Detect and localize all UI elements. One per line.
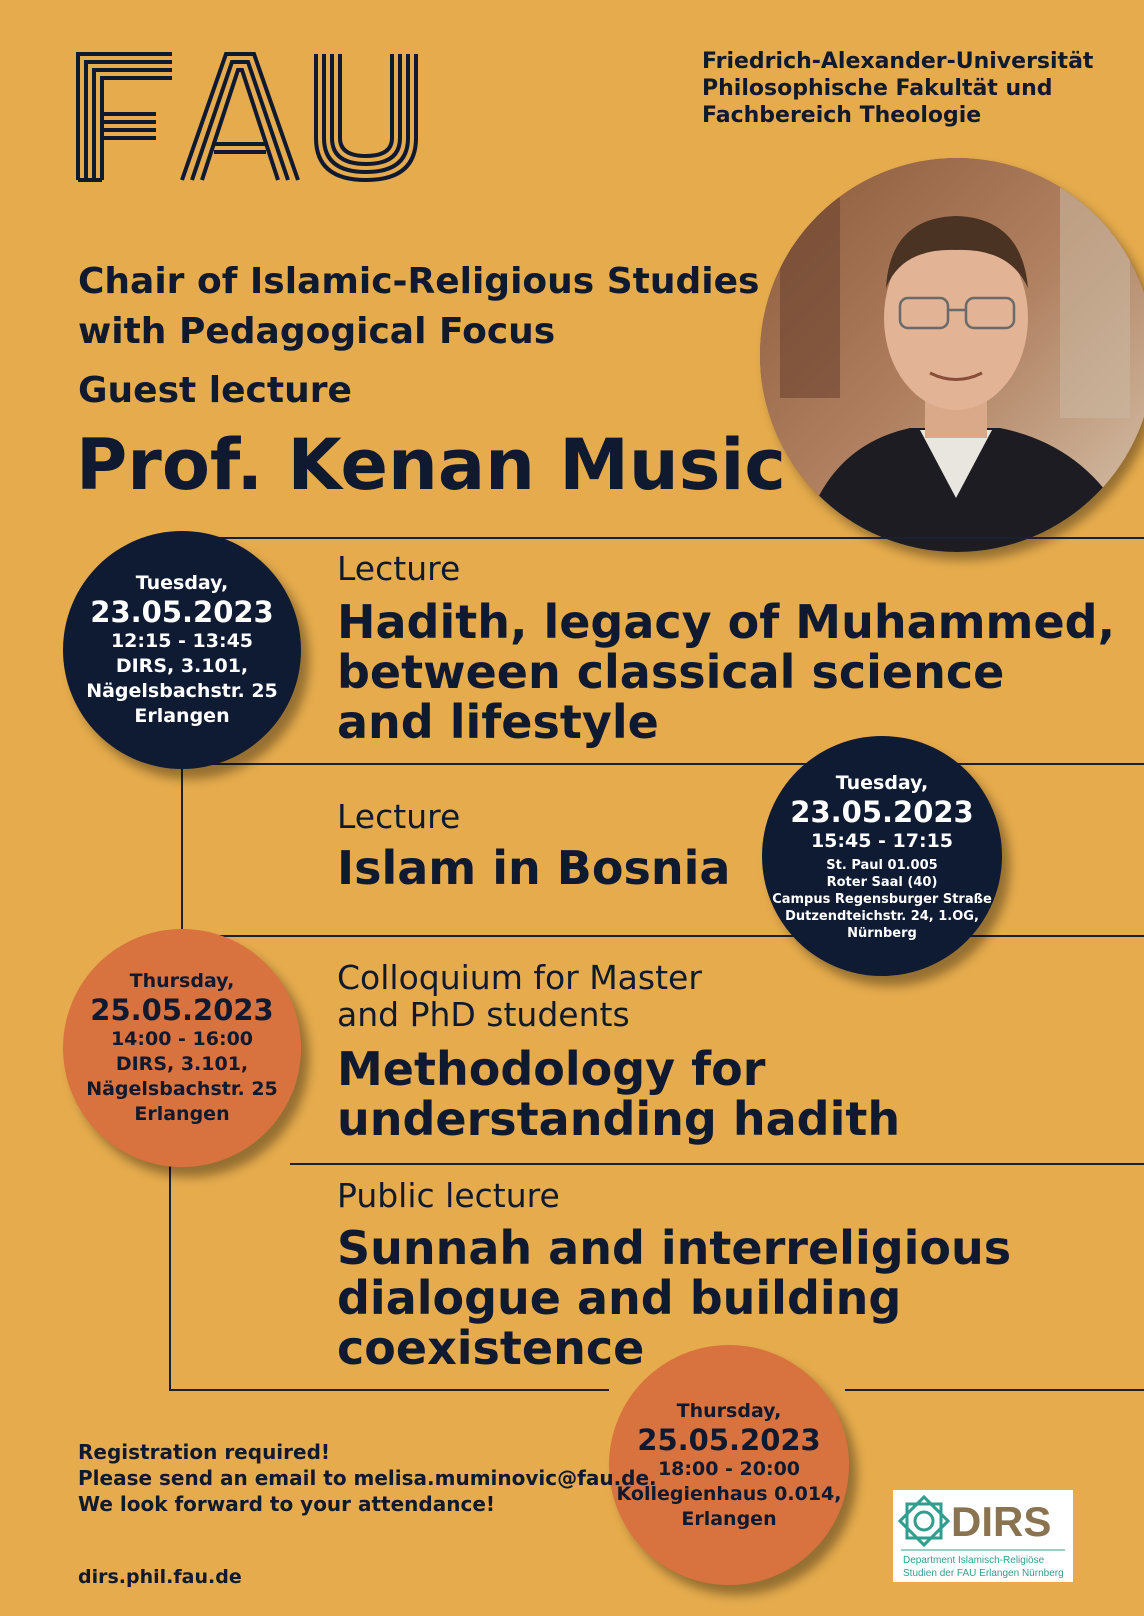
event-location: Roter Saal (40) bbox=[826, 874, 938, 890]
event-title-line: and lifestyle bbox=[337, 695, 659, 749]
dirs-logo-name: DIRS bbox=[951, 1498, 1052, 1545]
dirs-logo-sub: Department Islamisch-Religiöse bbox=[903, 1555, 1045, 1566]
event-title-line: between classical science bbox=[337, 645, 1005, 699]
fau-logo bbox=[76, 52, 422, 182]
event-kind: Public lecture bbox=[337, 1176, 560, 1215]
university-line-3: Fachbereich Theologie bbox=[702, 103, 982, 128]
event-location: Dutzendteichstr. 24, 1.OG, bbox=[785, 908, 979, 924]
event-location: Kollegienhaus 0.014, bbox=[616, 1482, 842, 1505]
dirs-logo bbox=[893, 1490, 1073, 1582]
event-date: 23.05.2023 bbox=[90, 595, 274, 629]
event-title-line: Sunnah and interreligious bbox=[337, 1221, 1012, 1275]
event-location: DIRS, 3.101, bbox=[115, 655, 249, 677]
divider-line bbox=[169, 1389, 609, 1391]
registration-line: Registration required! bbox=[78, 1440, 331, 1464]
divider-line bbox=[205, 537, 1144, 539]
event-day: Thursday, bbox=[676, 1399, 782, 1422]
event-location: Erlangen bbox=[134, 705, 230, 727]
event-kind: Lecture bbox=[337, 549, 461, 588]
event-title-line: coexistence bbox=[337, 1321, 645, 1375]
university-line-2: Philosophische Fakultät und bbox=[702, 76, 1053, 101]
guest-lecture-label: Guest lecture bbox=[78, 370, 352, 411]
event-title-line: Islam in Bosnia bbox=[337, 841, 731, 895]
registration-line: We look forward to your attendance! bbox=[78, 1492, 496, 1516]
event-date-badge bbox=[63, 531, 301, 769]
event-location: Nägelsbachstr. 25 bbox=[86, 680, 278, 702]
speaker-name: Prof. Kenan Music bbox=[76, 424, 786, 506]
event-location: Erlangen bbox=[134, 1103, 230, 1125]
event-date: 25.05.2023 bbox=[90, 993, 274, 1027]
dirs-logo-sub: Studien der FAU Erlangen Nürnberg bbox=[903, 1568, 1064, 1579]
divider-line bbox=[205, 763, 1144, 765]
website-link[interactable]: dirs.phil.fau.de bbox=[78, 1566, 242, 1588]
event-time: 14:00 - 16:00 bbox=[110, 1028, 254, 1050]
event-date: 23.05.2023 bbox=[790, 794, 974, 829]
event-time: 18:00 - 20:00 bbox=[657, 1457, 801, 1480]
divider-line bbox=[290, 1163, 1144, 1165]
speaker-portrait bbox=[760, 158, 1144, 552]
event-title-line: understanding hadith bbox=[337, 1092, 901, 1146]
event-kind: Colloquium for Master bbox=[337, 958, 702, 997]
event-kind: Lecture bbox=[337, 797, 461, 836]
divider-line bbox=[845, 1389, 1144, 1391]
divider-line bbox=[169, 1163, 171, 1391]
event-location: St. Paul 01.005 bbox=[826, 857, 938, 873]
event-location: Campus Regensburger Straße bbox=[772, 891, 992, 907]
event-location: Nürnberg bbox=[847, 925, 917, 941]
event-kind: and PhD students bbox=[337, 995, 630, 1034]
event-location: Erlangen bbox=[681, 1507, 777, 1530]
event-location: Nägelsbachstr. 25 bbox=[86, 1078, 278, 1100]
event-day: Tuesday, bbox=[835, 771, 929, 794]
event-time: 12:15 - 13:45 bbox=[110, 630, 254, 652]
university-line-1: Friedrich-Alexander-Universität bbox=[702, 49, 1094, 74]
chair-line-2: with Pedagogical Focus bbox=[78, 311, 556, 352]
event-title-line: dialogue and building bbox=[337, 1271, 902, 1325]
event-day: Thursday, bbox=[129, 970, 235, 992]
registration-line: Please send an email to melisa.muminovic@fau.de. bbox=[78, 1466, 657, 1490]
divider-line bbox=[181, 935, 1144, 937]
event-date-badge bbox=[63, 929, 301, 1167]
event-date: 25.05.2023 bbox=[637, 1422, 821, 1457]
event-time: 15:45 - 17:15 bbox=[810, 829, 954, 852]
divider-line bbox=[181, 763, 183, 935]
event-title-line: Methodology for bbox=[337, 1042, 766, 1096]
event-title-line: Hadith, legacy of Muhammed, bbox=[337, 595, 1116, 649]
event-date-badge bbox=[762, 736, 1002, 976]
event-location: DIRS, 3.101, bbox=[115, 1053, 249, 1075]
event-day: Tuesday, bbox=[135, 572, 229, 594]
chair-line-1: Chair of Islamic-Religious Studies bbox=[78, 261, 760, 302]
